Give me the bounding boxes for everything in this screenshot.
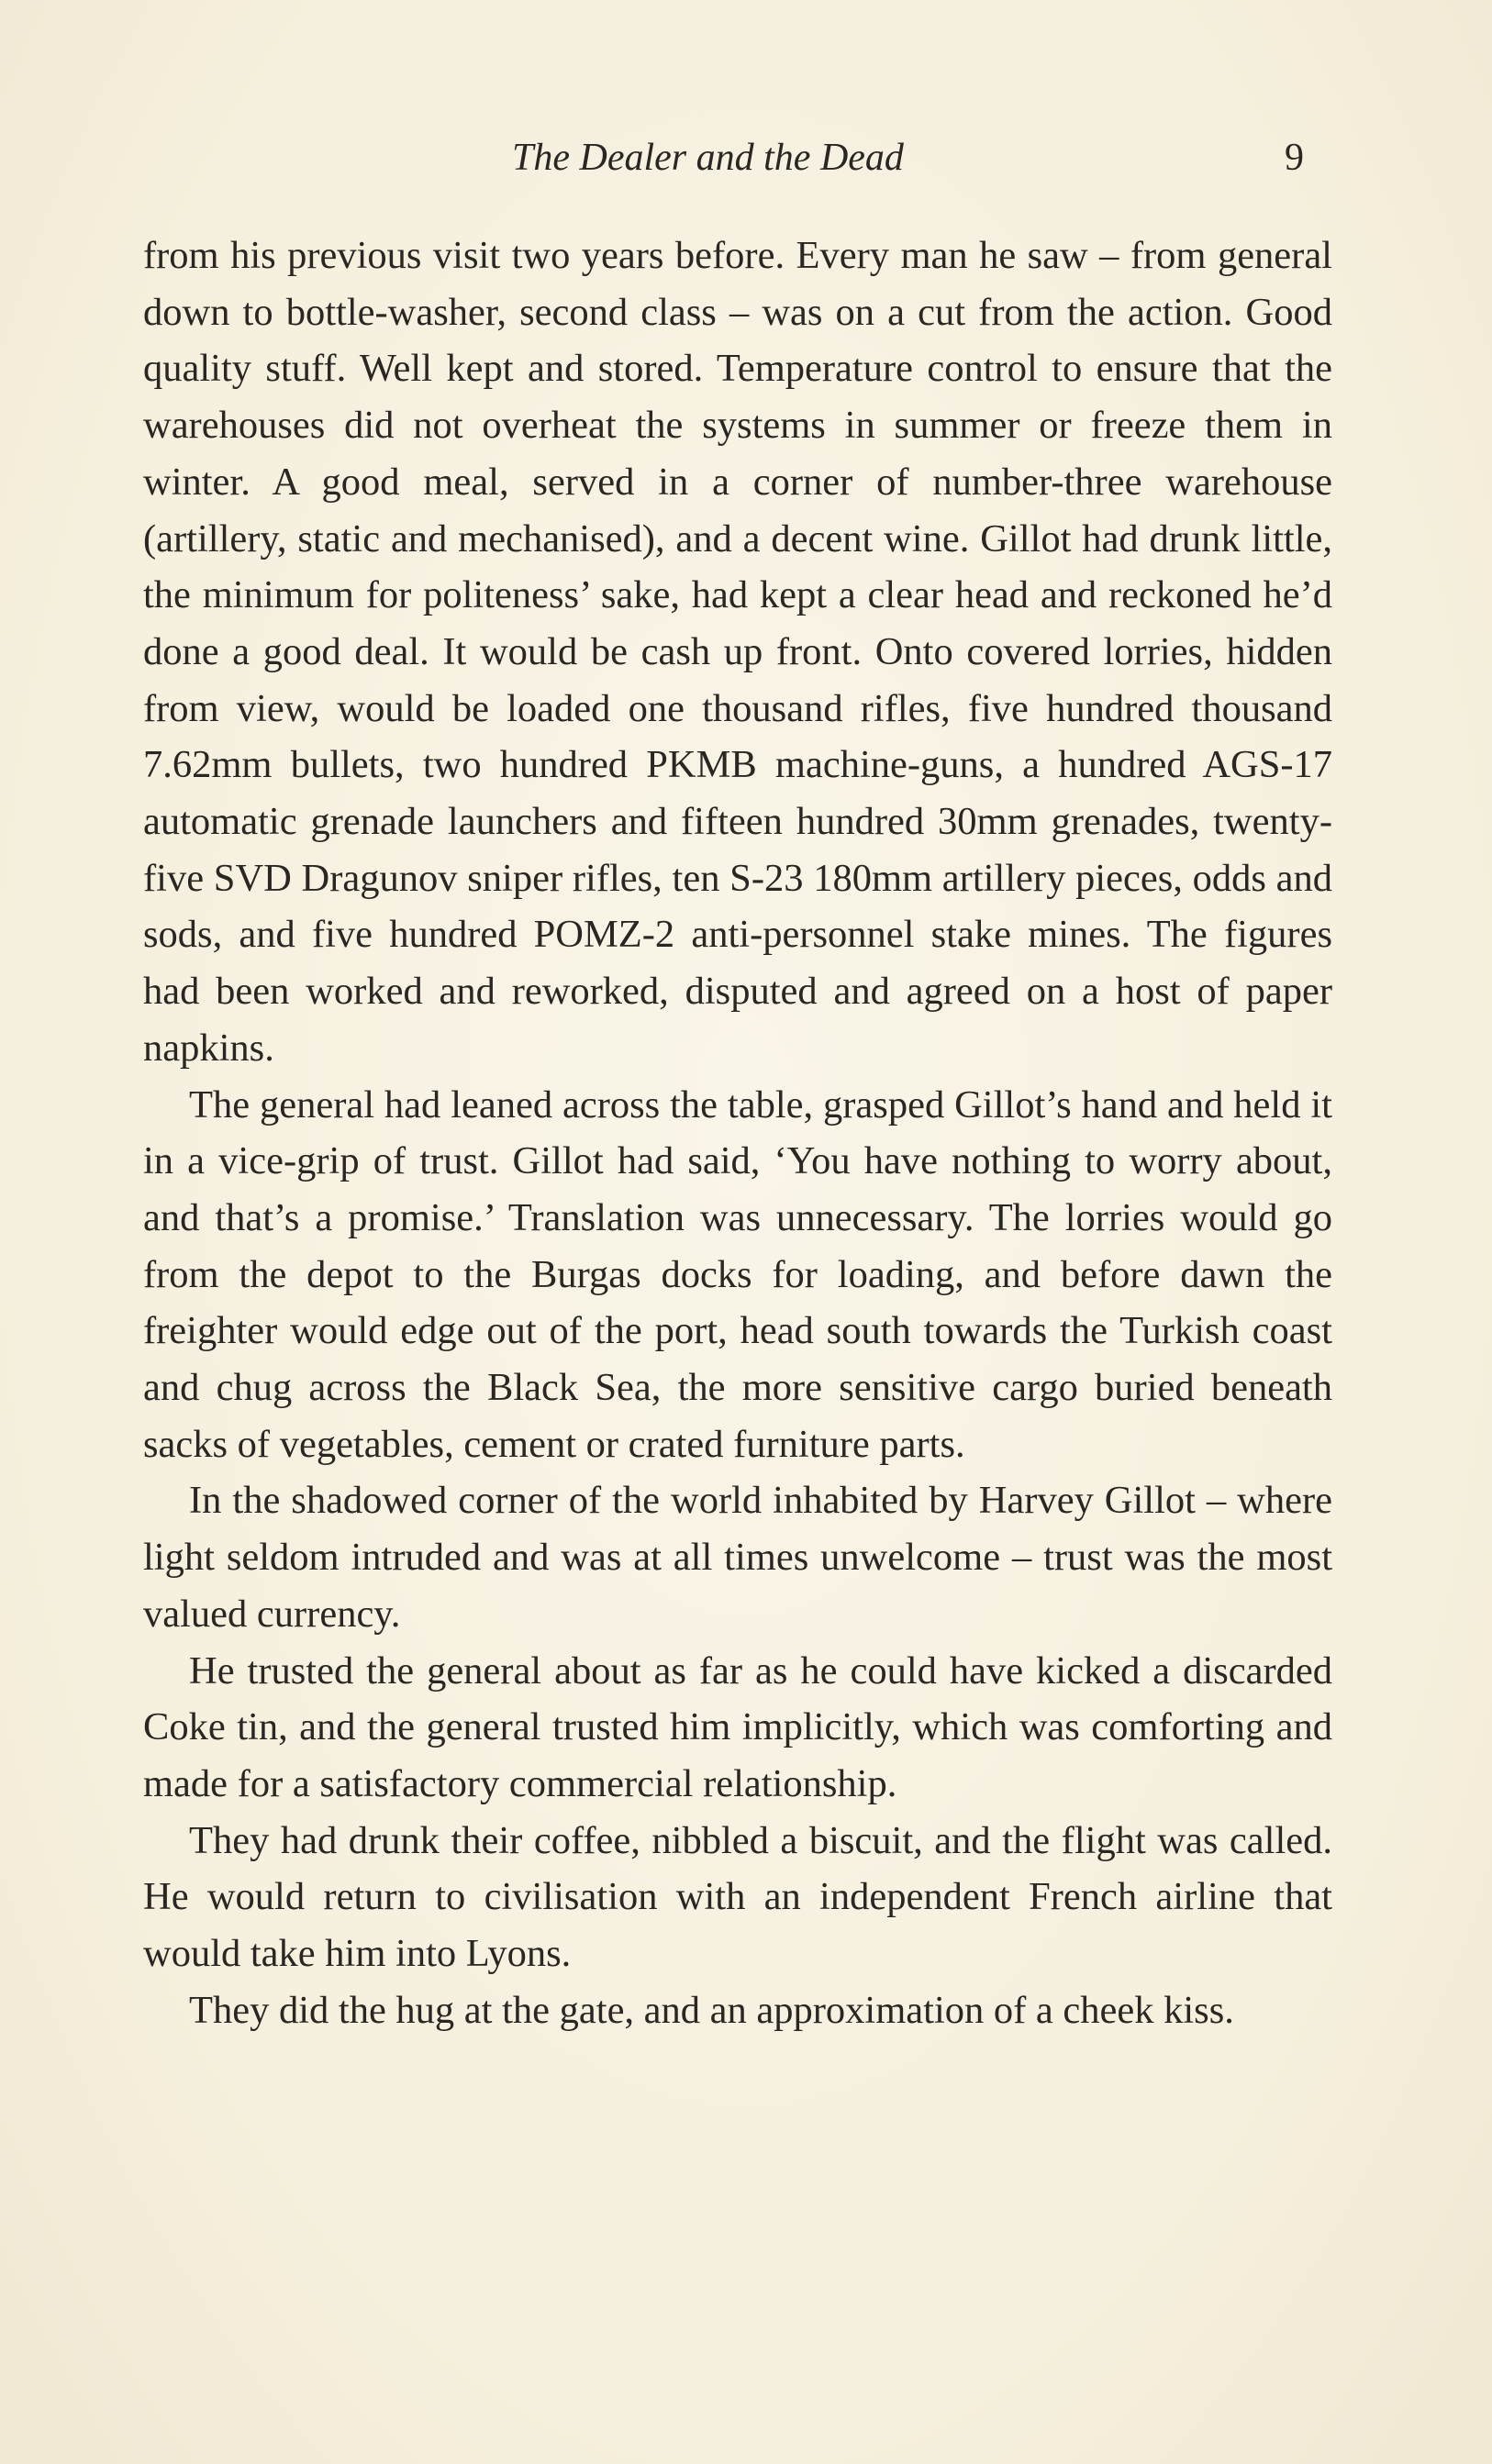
running-title: The Dealer and the Dead [512, 137, 904, 179]
page-number: 9 [1285, 137, 1304, 179]
paragraph: In the shadowed corner of the world inhabited by Harvey Gillot – where light seldom intruded and was at all times unwelcome – trust was the most valued currency. [143, 1479, 1332, 1636]
body-text [143, 228, 1332, 2039]
paragraph: The general had leaned across the table, grasped Gillot’s hand and held it in a vice-grip of trust. Gillot had said, ‘You have nothing to worry about, and that’s a promise.’ Translation was unnecessary. The lorries would go from the depot to the Burgas docks for loading, and before dawn the freighter would edge out of the port, head south towards the Turkish coast and chug across the Black Sea, the more sensitive cargo buried beneath sacks of vegetables, cement or crated furniture parts. [143, 1082, 1332, 1466]
paragraph: They did the hug at the gate, and an approximation of a cheek kiss. [189, 1988, 1234, 2032]
paragraph: from his previous visit two years before. Every man he saw – from general down to bottle-washer, second class – was on a cut from the action. Good quality stuff. Well kept and stored. Temperature control to ensure that the warehouses did not overheat the systems in summer or freeze them in winter. A good meal, served in a corner of number-three warehouse (artillery, static and mechanised), and a decent wine. Gillot had drunk little, the minimum for politeness’ sake, had kept a clear head and reckoned he’d done a good deal. It would be cash up front. Onto covered lorries, hidden from view, would be loaded one thousand rifles, five hundred thousand 7.62mm bullets, two hundred PKMB machine-guns, a hundred AGS-17 automatic grenade launchers and fifteen hundred 30mm grenades, twenty-five SVD Dragunov sniper rifles, ten S-23 180mm artillery pieces, odds and sods, and five hundred POMZ-2 anti-personnel stake mines. The figures had been worked and reworked, disputed and agreed on a host of paper napkins. [143, 234, 1332, 1070]
running-head [0, 130, 1492, 185]
paragraph: They had drunk their coffee, nibbled a biscuit, and the flight was called. He would return to civilisation with an independent French airline that would take him into Lyons. [143, 1818, 1332, 1976]
paragraph: He trusted the general about as far as he could have kicked a discarded Coke tin, and the general trusted him implicitly, which was comforting and made for a satisfactory commercial relationship. [143, 1648, 1332, 1805]
